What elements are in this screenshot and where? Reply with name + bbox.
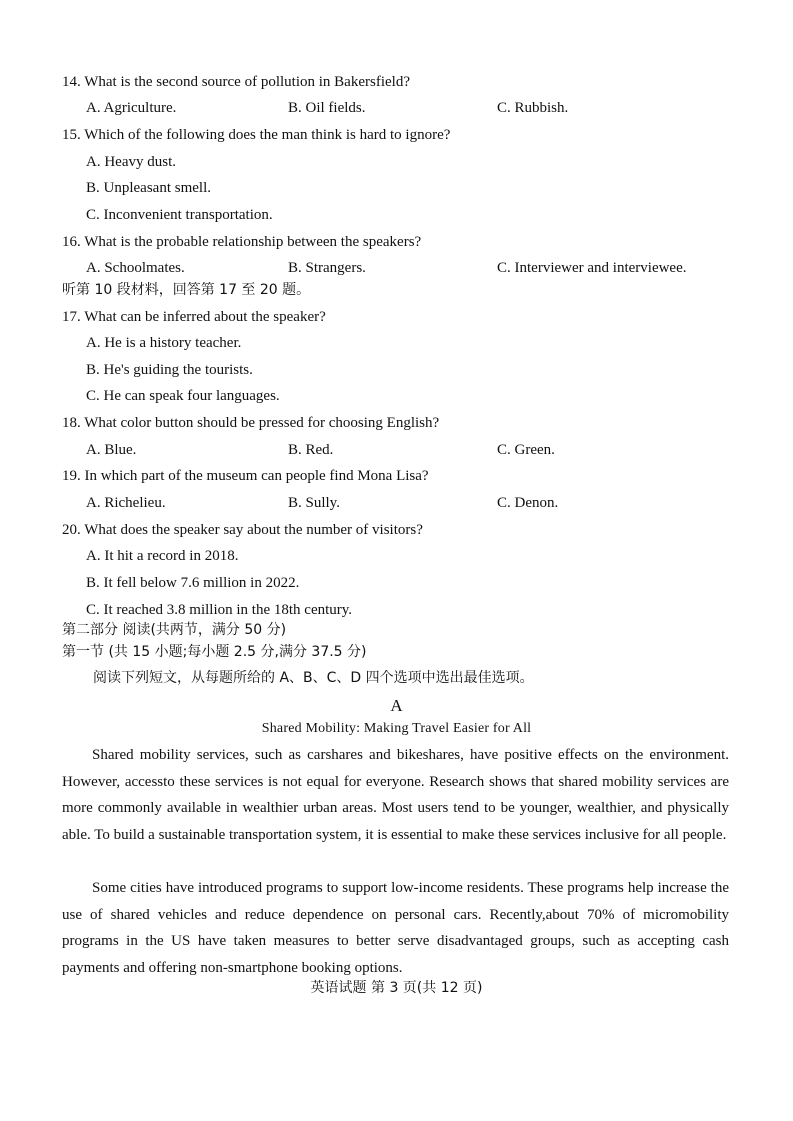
question-19-option-c: C. Denon.	[497, 495, 559, 511]
passage-paragraph-1: Shared mobility services, such as carshares and bikeshares, have positive effects on the environment. However, accessto these services is not equal for everyone. Research shows that shared mobility services are more commonly available in wealthier urban areas. Most users tend to be younger, wealthier, and physically able. To build a sustainable transportation system, it is essential to make these services inclusive for all people.	[62, 747, 729, 843]
question-19-stem: 19. In which part of the museum can people find Mona Lisa?	[62, 468, 429, 484]
question-20-stem: 20. What does the speaker say about the number of visitors?	[62, 522, 423, 538]
question-18-option-b: B. Red.	[288, 442, 334, 458]
reading-instruction: 阅读下列短文，从每题所给的 A、B、C、D 四个选项中选出最佳选项。	[93, 670, 534, 686]
question-18-stem: 18. What color button should be pressed for choosing English?	[62, 415, 440, 431]
passage-label: A	[390, 696, 403, 715]
page-footer: 英语试题 第 3 页(共 12 页)	[310, 980, 483, 996]
part-two-heading: 第二部分 阅读(共两节，满分 50 分)	[62, 622, 287, 638]
question-20-option-c: C. It reached 3.8 million in the 18th century.	[86, 602, 353, 618]
passage-title: Shared Mobility: Making Travel Easier for All	[261, 721, 532, 736]
question-18-option-a: A. Blue.	[86, 442, 137, 458]
question-15-option-a: A. Heavy dust.	[86, 154, 176, 170]
question-15-option-c: C. Inconvenient transportation.	[86, 207, 273, 223]
question-16-stem: 16. What is the probable relationship between the speakers?	[62, 234, 422, 250]
listening-instruction: 听第 10 段材料，回答第 17 至 20 题。	[62, 282, 311, 298]
question-20-option-b: B. It fell below 7.6 million in 2022.	[86, 575, 300, 591]
question-17-option-c: C. He can speak four languages.	[86, 388, 280, 404]
question-18-option-c: C. Green.	[497, 442, 555, 458]
question-17-option-a: A. He is a history teacher.	[86, 335, 242, 351]
question-16-option-a: A. Schoolmates.	[86, 260, 185, 276]
question-14-option-c: C. Rubbish.	[497, 100, 569, 116]
question-20-option-a: A. It hit a record in 2018.	[86, 548, 239, 564]
question-16-option-b: B. Strangers.	[288, 260, 366, 276]
question-14-option-a: A. Agriculture.	[86, 100, 177, 116]
passage-paragraph-2: Some cities have introduced programs to support low-income residents. These programs help increase the use of shared vehicles and reduce dependence on personal cars. Recently,about 70% of micromobility programs in the US have taken measures to better serve disadvantaged groups, such as accepting cash payments and offering non-smartphone booking options.	[62, 880, 729, 976]
question-15-stem: 15. Which of the following does the man think is hard to ignore?	[62, 127, 451, 143]
question-14-option-b: B. Oil fields.	[288, 100, 366, 116]
question-19-option-b: B. Sully.	[288, 495, 340, 511]
question-17-option-b: B. He's guiding the tourists.	[86, 362, 253, 378]
question-16-option-c: C. Interviewer and interviewee.	[497, 260, 687, 276]
question-19-option-a: A. Richelieu.	[86, 495, 166, 511]
question-15-option-b: B. Unpleasant smell.	[86, 180, 211, 196]
question-17-stem: 17. What can be inferred about the speaker?	[62, 309, 326, 325]
question-14-stem: 14. What is the second source of pollution in Bakersfield?	[62, 74, 410, 90]
section-one-heading: 第一节 (共 15 小题;每小题 2.5 分,满分 37.5 分)	[62, 644, 367, 660]
